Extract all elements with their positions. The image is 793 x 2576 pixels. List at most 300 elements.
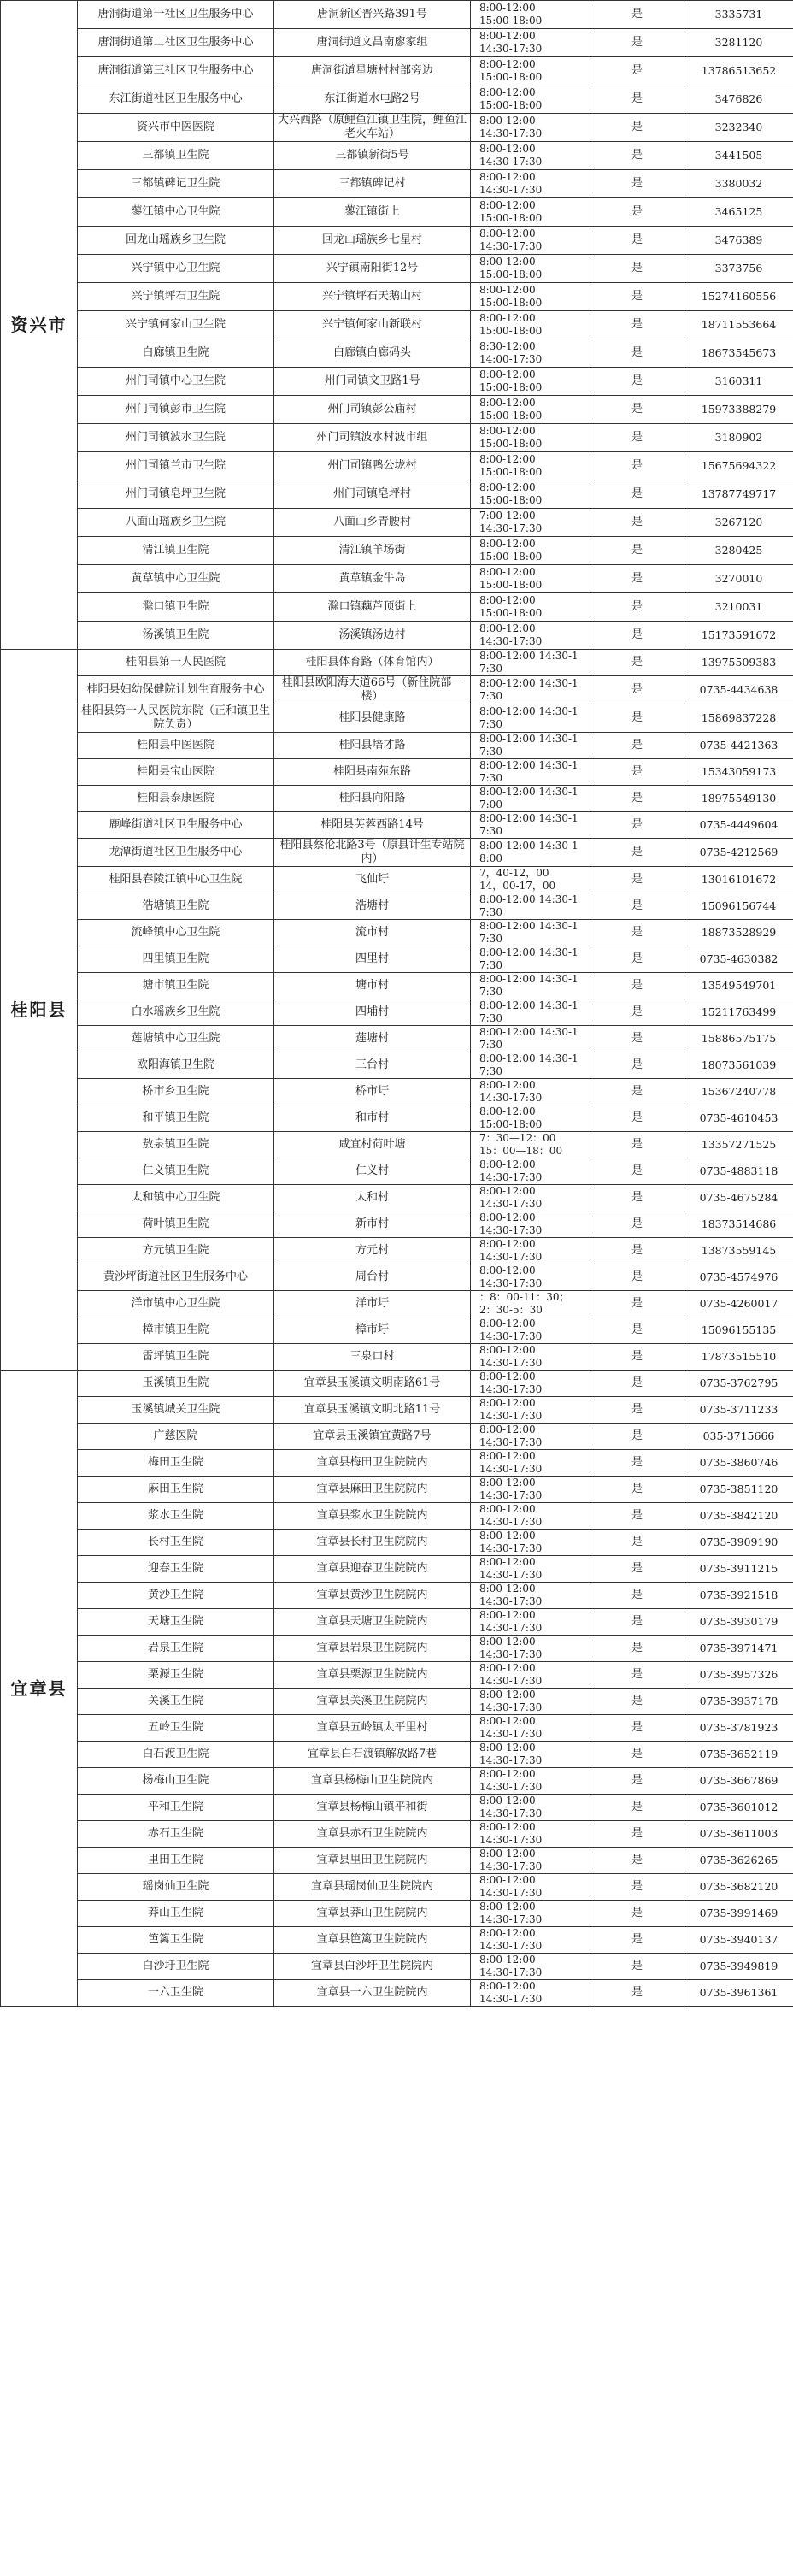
clinic-hours: 8:00-12:00 14:30-17:30 [471,1848,590,1874]
free-flag: 是 [590,733,684,759]
clinic-address: 宜章县天塘卫生院院内 [274,1609,471,1636]
clinic-phone: 0735-4630382 [684,946,793,973]
clinic-name: 莲塘镇中心卫生院 [78,1026,274,1052]
clinic-phone: 3380032 [684,170,793,198]
clinic-address: 宜章县一六卫生院院内 [274,1980,471,2007]
clinic-phone: 3267120 [684,509,793,537]
table-row [1,1,793,29]
free-flag: 是 [590,1954,684,1980]
table-row [1,1954,793,1980]
table-row [1,867,793,893]
table-row [1,1689,793,1715]
clinic-address: 太和村 [274,1185,471,1211]
clinic-hours: 8:00-12:00 14:30-17:30 [471,1530,590,1556]
free-flag: 是 [590,537,684,565]
clinic-phone: 0735-4421363 [684,733,793,759]
clinic-address: 宜章县五岭镇太平里村 [274,1715,471,1742]
clinic-hours: 8:00-12:00 15:00-18:00 [471,565,590,593]
clinic-hours: 8:00-12:00 15:00-18:00 [471,593,590,622]
clinic-name: 三都镇卫生院 [78,142,274,170]
clinic-address: 宜章县赤石卫生院院内 [274,1821,471,1848]
table-row [1,1662,793,1689]
free-flag: 是 [590,1317,684,1344]
table-row [1,85,793,114]
clinic-hours: 8:00-12:00 14:30-17:30 [471,1954,590,1980]
clinic-name: 莽山卫生院 [78,1901,274,1927]
clinic-phone: 15675694322 [684,452,793,480]
clinic-address: 兴宁镇何家山新联村 [274,311,471,339]
clinic-name: 黄沙坪街道社区卫生服务中心 [78,1264,274,1291]
free-flag: 是 [590,565,684,593]
clinic-phone: 3210031 [684,593,793,622]
clinic-hours: 8:00-12:00 14:30-17:30 [471,1238,590,1264]
clinic-phone: 0735-3626265 [684,1848,793,1874]
clinic-phone: 0735-3937178 [684,1689,793,1715]
clinic-hours: 8:30-12:00 14:00-17:30 [471,339,590,368]
free-flag: 是 [590,1264,684,1291]
clinic-name: 欧阳海镇卫生院 [78,1052,274,1079]
clinic-address: 州门司镇鸭公垅村 [274,452,471,480]
clinic-address: 桂阳县芙蓉西路14号 [274,812,471,839]
clinic-phone: 15173591672 [684,622,793,650]
free-flag: 是 [590,839,684,867]
clinic-hours: 8:00-12:00 14:30-17:30 [471,946,590,973]
clinic-phone: 13975509383 [684,650,793,676]
clinic-address: 宜章县麻田卫生院院内 [274,1477,471,1503]
free-flag: 是 [590,255,684,283]
clinic-hours: 8:00-12:00 14:30-17:30 [471,1556,590,1583]
clinic-hours: 8:00-12:00 14:30-17:30 [471,1079,590,1105]
table-row [1,1556,793,1583]
table-row [1,1609,793,1636]
table-row [1,1901,793,1927]
clinic-address: 浩塘村 [274,893,471,920]
clinic-phone: 3465125 [684,198,793,227]
clinic-phone: 18073561039 [684,1052,793,1079]
table-row [1,565,793,593]
county-name: 宜章县 [1,1371,78,2007]
free-flag: 是 [590,622,684,650]
free-flag: 是 [590,812,684,839]
table-row [1,1132,793,1158]
clinic-address: 宜章县关溪卫生院院内 [274,1689,471,1715]
clinic-phone: 0735-4610453 [684,1105,793,1132]
clinic-phone: 3373756 [684,255,793,283]
clinic-hours: 8:00-12:00 15:00-18:00 [471,480,590,509]
free-flag: 是 [590,593,684,622]
clinic-hours: 8:00-12:00 14:30-17:30 [471,920,590,946]
free-flag: 是 [590,1291,684,1317]
clinic-phone: 035-3715666 [684,1424,793,1450]
table-row [1,1344,793,1371]
clinic-phone: 0735-3930179 [684,1609,793,1636]
clinic-address: 宜章县杨梅山卫生院院内 [274,1768,471,1795]
clinic-hours: 8:00-12:00 14:30-17:30 [471,733,590,759]
clinic-phone: 3270010 [684,565,793,593]
clinic-address: 兴宁镇南阳街12号 [274,255,471,283]
clinic-phone: 3232340 [684,114,793,142]
clinic-name: 赤石卫生院 [78,1821,274,1848]
clinic-phone: 18975549130 [684,786,793,812]
table-row [1,1211,793,1238]
clinic-phone: 0735-4260017 [684,1291,793,1317]
table-row [1,452,793,480]
clinic-address: 州门司镇皂坪村 [274,480,471,509]
free-flag: 是 [590,452,684,480]
clinic-hours: 8:00-12:00 14:30-17:30 [471,29,590,57]
clinic-address: 蓼江镇街上 [274,198,471,227]
free-flag: 是 [590,227,684,255]
clinic-name: 唐洞街道第二社区卫生服务中心 [78,29,274,57]
clinic-address: 仁义村 [274,1158,471,1185]
table-row [1,198,793,227]
clinic-name: 桂阳县第一人民医院东院（正和镇卫生院负责） [78,704,274,733]
free-flag: 是 [590,1,684,29]
clinic-address: 塘市村 [274,973,471,999]
clinic-hours: 8:00-12:00 14:30-17:30 [471,1450,590,1477]
clinic-name: 荷叶镇卫生院 [78,1211,274,1238]
free-flag: 是 [590,1662,684,1689]
table-row [1,1026,793,1052]
free-flag: 是 [590,1503,684,1530]
clinic-hours: 8:00-12:00 14:30-17:30 [471,1026,590,1052]
clinic-name: 麻田卫生院 [78,1477,274,1503]
free-flag: 是 [590,1450,684,1477]
free-flag: 是 [590,946,684,973]
clinic-phone: 0735-3682120 [684,1874,793,1901]
clinic-phone: 0735-4675284 [684,1185,793,1211]
clinic-phone: 13787749717 [684,480,793,509]
free-flag: 是 [590,1079,684,1105]
clinic-name: 桂阳县宝山医院 [78,759,274,786]
clinic-address: 流市村 [274,920,471,946]
clinic-hours: 8:00-12:00 15:00-18:00 [471,452,590,480]
clinic-hours: ：8：00-11：30； 2：30-5：30 [471,1291,590,1317]
table-row [1,368,793,396]
free-flag: 是 [590,1874,684,1901]
clinic-hours: 8:00-12:00 14:30-17:30 [471,1317,590,1344]
clinic-hours: 8:00-12:00 14:30-17:30 [471,759,590,786]
clinic-address: 桂阳县培才路 [274,733,471,759]
table-row [1,1397,793,1424]
clinic-hours: 8:00-12:00 14:30-17:00 [471,786,590,812]
clinic-name: 方元镇卫生院 [78,1238,274,1264]
site-table-body [1,1,793,2007]
table-row [1,622,793,650]
clinic-address: 桂阳县蔡伦北路3号（原县计生专站院内） [274,839,471,867]
clinic-hours: 8:00-12:00 14:30-17:30 [471,1052,590,1079]
free-flag: 是 [590,170,684,198]
table-row [1,396,793,424]
table-row [1,339,793,368]
clinic-phone: 13873559145 [684,1238,793,1264]
clinic-name: 三都镇碑记卫生院 [78,170,274,198]
table-row [1,1530,793,1556]
clinic-address: 宜章县岩泉卫生院院内 [274,1636,471,1662]
county-name: 桂阳县 [1,650,78,1371]
clinic-phone: 15343059173 [684,759,793,786]
clinic-address: 咸宜村荷叶塘 [274,1132,471,1158]
clinic-name: 天塘卫生院 [78,1609,274,1636]
clinic-name: 流峰镇中心卫生院 [78,920,274,946]
clinic-address: 州门司镇文卫路1号 [274,368,471,396]
clinic-hours: 8:00-12:00 14:30-17:30 [471,1662,590,1689]
clinic-phone: 0735-3949819 [684,1954,793,1980]
clinic-hours: 8:00-12:00 15:00-18:00 [471,198,590,227]
clinic-hours: 8:00-12:00 14:30-17:30 [471,227,590,255]
clinic-hours: 8:00-12:00 14:30-17:30 [471,1371,590,1397]
clinic-name: 清江镇卫生院 [78,537,274,565]
clinic-name: 兴宁镇坪石卫生院 [78,283,274,311]
clinic-name: 资兴市中医医院 [78,114,274,142]
clinic-address: 桥市圩 [274,1079,471,1105]
free-flag: 是 [590,1556,684,1583]
free-flag: 是 [590,1158,684,1185]
clinic-phone: 15274160556 [684,283,793,311]
clinic-phone: 0735-3842120 [684,1503,793,1530]
free-flag: 是 [590,920,684,946]
clinic-phone: 0735-3860746 [684,1450,793,1477]
clinic-name: 雷坪镇卫生院 [78,1344,274,1371]
clinic-name: 里田卫生院 [78,1848,274,1874]
free-flag: 是 [590,480,684,509]
free-flag: 是 [590,704,684,733]
clinic-phone: 18373514686 [684,1211,793,1238]
table-row [1,1079,793,1105]
clinic-name: 汤溪镇卫生院 [78,622,274,650]
clinic-address: 莲塘村 [274,1026,471,1052]
clinic-name: 龙潭街道社区卫生服务中心 [78,839,274,867]
clinic-phone: 0735-3762795 [684,1371,793,1397]
clinic-name: 州门司镇彭市卫生院 [78,396,274,424]
clinic-phone: 0735-3991469 [684,1901,793,1927]
free-flag: 是 [590,198,684,227]
clinic-phone: 0735-3611003 [684,1821,793,1848]
table-row [1,1503,793,1530]
clinic-hours: 8:00-12:00 14:30-17:30 [471,1795,590,1821]
table-row [1,1874,793,1901]
table-row [1,946,793,973]
clinic-address: 白廊镇白廊码头 [274,339,471,368]
clinic-phone: 0735-3961361 [684,1980,793,2007]
clinic-phone: 0735-4434638 [684,676,793,704]
clinic-phone: 15886575175 [684,1026,793,1052]
clinic-name: 白沙圩卫生院 [78,1954,274,1980]
clinic-phone: 0735-3851120 [684,1477,793,1503]
clinic-name: 玉溪镇城关卫生院 [78,1397,274,1424]
clinic-address: 桂阳县健康路 [274,704,471,733]
clinic-hours: 8:00-12:00 14:30-17:30 [471,1689,590,1715]
clinic-name: 兴宁镇何家山卫生院 [78,311,274,339]
clinic-address: 宜章县瑶岗仙卫生院院内 [274,1874,471,1901]
clinic-name: 广慈医院 [78,1424,274,1450]
clinic-hours: 8:00-12:00 14:30-17:30 [471,676,590,704]
clinic-phone: 0735-3940137 [684,1927,793,1954]
table-row [1,1715,793,1742]
clinic-address: 兴宁镇坪石天鹅山村 [274,283,471,311]
table-row [1,650,793,676]
clinic-name: 桥市乡卫生院 [78,1079,274,1105]
clinic-address: 宜章县杨梅山镇平和街 [274,1795,471,1821]
free-flag: 是 [590,1530,684,1556]
table-row [1,537,793,565]
clinic-address: 宜章县黄沙卫生院院内 [274,1583,471,1609]
clinic-address: 州门司镇彭公庙村 [274,396,471,424]
clinic-hours: 8:00-12:00 14:30-17:30 [471,622,590,650]
county-name: 资兴市 [1,1,78,650]
clinic-phone: 0735-3601012 [684,1795,793,1821]
free-flag: 是 [590,1742,684,1768]
free-flag: 是 [590,1052,684,1079]
free-flag: 是 [590,509,684,537]
free-flag: 是 [590,1371,684,1397]
clinic-hours: 8:00-12:00 14:30-17:30 [471,1583,590,1609]
clinic-hours: 8:00-12:00 15:00-18:00 [471,396,590,424]
clinic-hours: 8:00-12:00 14:30-17:30 [471,1264,590,1291]
free-flag: 是 [590,142,684,170]
free-flag: 是 [590,1715,684,1742]
free-flag: 是 [590,29,684,57]
table-row [1,1052,793,1079]
clinic-name: 桂阳县妇幼保健院计划生育服务中心 [78,676,274,704]
clinic-hours: 7：30—12：00 15：00—18：00 [471,1132,590,1158]
clinic-hours: 8:00-12:00 14:30-17:30 [471,1158,590,1185]
free-flag: 是 [590,85,684,114]
clinic-hours: 8:00-12:00 15:00-18:00 [471,368,590,396]
clinic-name: 仁义镇卫生院 [78,1158,274,1185]
free-flag: 是 [590,650,684,676]
clinic-name: 黄草镇中心卫生院 [78,565,274,593]
clinic-name: 四里镇卫生院 [78,946,274,973]
clinic-name: 白廊镇卫生院 [78,339,274,368]
table-row [1,1238,793,1264]
table-row [1,1980,793,2007]
clinic-phone: 3441505 [684,142,793,170]
clinic-phone: 0735-4574976 [684,1264,793,1291]
clinic-phone: 3280425 [684,537,793,565]
table-row [1,999,793,1026]
free-flag: 是 [590,339,684,368]
clinic-hours: 8:00-12:00 14:30-18:00 [471,839,590,867]
table-row [1,1768,793,1795]
table-row [1,1371,793,1397]
clinic-hours: 8:00-12:00 14:30-17:30 [471,1397,590,1424]
clinic-hours: 8:00-12:00 14:30-17:30 [471,1927,590,1954]
clinic-phone: 0735-4883118 [684,1158,793,1185]
table-row [1,1742,793,1768]
clinic-name: 兴宁镇中心卫生院 [78,255,274,283]
clinic-name: 长村卫生院 [78,1530,274,1556]
clinic-hours: 8:00-12:00 15:00-18:00 [471,1,590,29]
table-row [1,255,793,283]
clinic-name: 杨梅山卫生院 [78,1768,274,1795]
table-row [1,1424,793,1450]
clinic-address: 宜章县迎春卫生院院内 [274,1556,471,1583]
table-row [1,1450,793,1477]
clinic-address: 桂阳县体育路（体育馆内） [274,650,471,676]
clinic-address: 三都镇碑记村 [274,170,471,198]
table-row [1,920,793,946]
clinic-name: 浆水卫生院 [78,1503,274,1530]
clinic-hours: 8:00-12:00 14:30-17:30 [471,170,590,198]
clinic-address: 宜章县长村卫生院院内 [274,1530,471,1556]
free-flag: 是 [590,1689,684,1715]
clinic-name: 浩塘镇卫生院 [78,893,274,920]
clinic-hours: 8:00-12:00 14:30-17:30 [471,1344,590,1371]
clinic-hours: 8:00-12:00 14:30-17:30 [471,650,590,676]
table-row [1,1158,793,1185]
clinic-hours: 8:00-12:00 15:00-18:00 [471,1105,590,1132]
free-flag: 是 [590,1901,684,1927]
free-flag: 是 [590,1821,684,1848]
table-row [1,142,793,170]
clinic-address: 桂阳县向阳路 [274,786,471,812]
free-flag: 是 [590,867,684,893]
clinic-phone: 17873515510 [684,1344,793,1371]
clinic-address: 三台村 [274,1052,471,1079]
free-flag: 是 [590,1185,684,1211]
clinic-address: 三泉口村 [274,1344,471,1371]
clinic-name: 州门司镇兰市卫生院 [78,452,274,480]
clinic-phone: 18673545673 [684,339,793,368]
clinic-address: 和市村 [274,1105,471,1132]
clinic-address: 唐洞街道文昌南廖家组 [274,29,471,57]
clinic-name: 五岭卫生院 [78,1715,274,1742]
table-row [1,1291,793,1317]
clinic-name: 桂阳县第一人民医院 [78,650,274,676]
clinic-address: 唐洞街道星塘村村部旁边 [274,57,471,85]
clinic-hours: 8:00-12:00 14:30-17:30 [471,1980,590,2007]
clinic-phone: 0735-3971471 [684,1636,793,1662]
clinic-hours: 8:00-12:00 14:30-17:30 [471,142,590,170]
clinic-address: 东江街道水电路2号 [274,85,471,114]
clinic-hours: 8:00-12:00 14:30-17:30 [471,1424,590,1450]
free-flag: 是 [590,1105,684,1132]
free-flag: 是 [590,676,684,704]
table-row [1,839,793,867]
clinic-hours: 8:00-12:00 14:30-17:30 [471,704,590,733]
table-row [1,170,793,198]
clinic-hours: 8:00-12:00 14:30-17:30 [471,1768,590,1795]
clinic-hours: 8:00-12:00 15:00-18:00 [471,283,590,311]
table-row [1,1821,793,1848]
clinic-hours: 8:00-12:00 14:30-17:30 [471,1742,590,1768]
free-flag: 是 [590,1026,684,1052]
clinic-hours: 8:00-12:00 14:30-17:30 [471,114,590,142]
table-row [1,57,793,85]
clinic-name: 玉溪镇卫生院 [78,1371,274,1397]
table-row [1,1105,793,1132]
clinic-address: 黄草镇金牛岛 [274,565,471,593]
table-row [1,509,793,537]
clinic-phone: 3180902 [684,424,793,452]
clinic-phone: 0735-3957326 [684,1662,793,1689]
clinic-phone: 18711553664 [684,311,793,339]
clinic-address: 八面山乡青腰村 [274,509,471,537]
clinic-address: 州门司镇波水村波市组 [274,424,471,452]
clinic-hours: 8:00-12:00 15:00-18:00 [471,311,590,339]
clinic-name: 关溪卫生院 [78,1689,274,1715]
free-flag: 是 [590,1768,684,1795]
clinic-hours: 8:00-12:00 14:30-17:30 [471,893,590,920]
clinic-name: 唐洞街道第一社区卫生服务中心 [78,1,274,29]
clinic-name: 桂阳县中医医院 [78,733,274,759]
free-flag: 是 [590,999,684,1026]
clinic-address: 宜章县浆水卫生院院内 [274,1503,471,1530]
table-row [1,1848,793,1874]
free-flag: 是 [590,1980,684,2007]
clinic-phone: 13786513652 [684,57,793,85]
